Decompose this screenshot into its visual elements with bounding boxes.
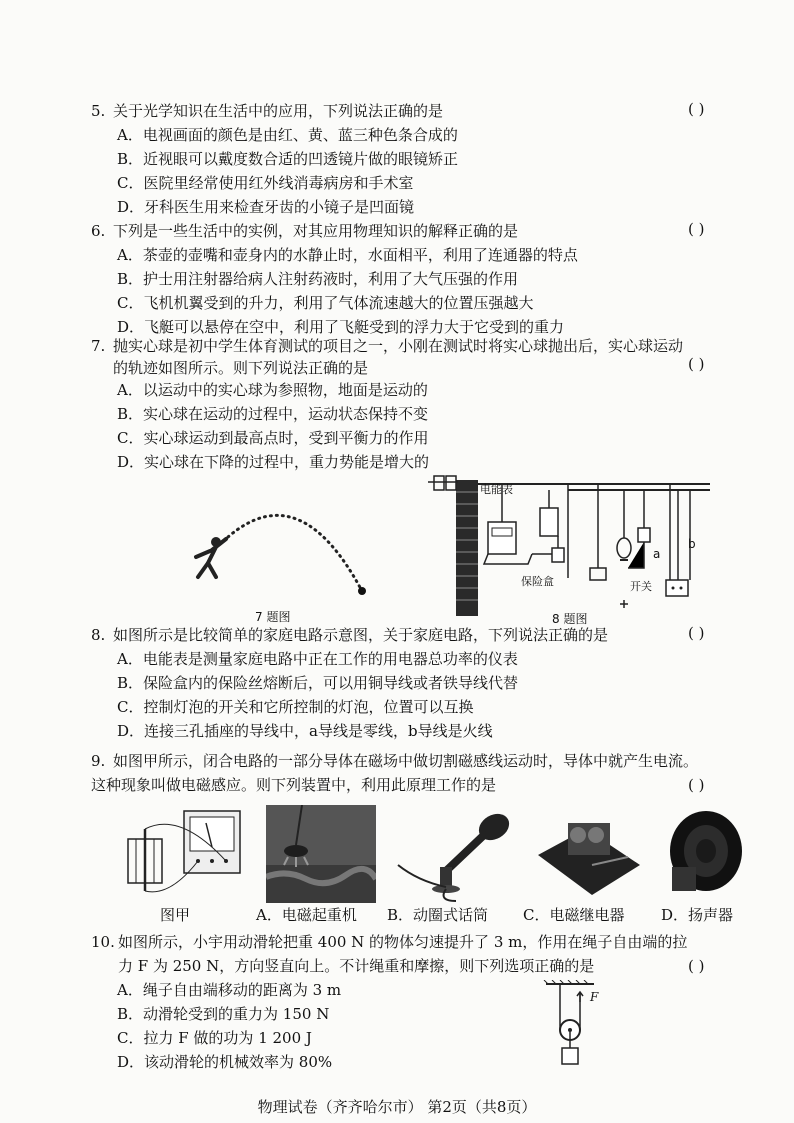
q10-option-b: B．动滑轮受到的重力为 150 N: [117, 1005, 330, 1023]
q8-option-b: B．保险盒内的保险丝熔断后，可以用铜导线或者铁导线代替: [117, 674, 519, 692]
q7-option-b: B．实心球在运动的过程中，运动状态保持不变: [117, 405, 429, 423]
q9-caption-jia: 图甲: [160, 906, 191, 924]
q9-caption-c: C．电磁继电器: [523, 906, 625, 924]
q5-stem: 关于光学知识在生活中的应用，下列说法正确的是: [113, 102, 444, 120]
q10-label-F: F: [590, 990, 599, 1004]
q9-photo-d-speaker: [654, 805, 746, 903]
q6-stem: 下列是一些生活中的实例，对其应用物理知识的解释正确的是: [113, 222, 519, 240]
q9-photo-b-microphone: [388, 805, 518, 903]
fig8-label-fusebox: 保险盒: [521, 575, 554, 588]
q7-option-a: A．以运动中的实心球为参照物，地面是运动的: [117, 381, 428, 399]
q9-caption-d: D．扬声器: [661, 906, 734, 924]
q5-option-a: A．电视画面的颜色是由红、黄、蓝三种色条合成的: [117, 126, 458, 144]
q10-stem-line2: 力 F 为 250 N，方向竖直向上。不计绳重和摩擦，则下列选项正确的是: [118, 957, 595, 975]
q7-option-d: D．实心球在下降的过程中，重力势能是增大的: [117, 453, 430, 471]
q7-stem-line1: 抛实心球是初中学生体育测试的项目之一，小刚在测试时将实心球抛出后，实心球运动: [113, 337, 684, 355]
page-footer: 物理试卷（齐齐哈尔市） 第2页（共8页）: [257, 1098, 537, 1116]
q10-option-d: D．该动滑轮的机械效率为 80%: [117, 1053, 333, 1071]
fig7-shot-put-trajectory: [170, 485, 380, 605]
q10-answer-paren: ( ): [688, 957, 705, 975]
q5-option-d: D．牙科医生用来检查牙齿的小镜子是凹面镜: [117, 198, 415, 216]
q5-option-c: C．医院里经常使用红外线消毒病房和手术室: [117, 174, 414, 192]
q9-number: 9.: [91, 752, 106, 770]
q9-caption-a: A．电磁起重机: [256, 906, 357, 924]
q10-number: 10.: [91, 933, 115, 951]
q8-stem: 如图所示是比较简单的家庭电路示意图，关于家庭电路，下列说法正确的是: [113, 626, 609, 644]
q10-option-a: A．绳子自由端移动的距离为 3 m: [117, 981, 342, 999]
fig8-household-circuit: [428, 468, 710, 616]
q5-number: 5.: [91, 102, 106, 120]
q9-fig-jia-generator: [120, 805, 250, 903]
q7-number: 7.: [91, 337, 106, 355]
q7-option-c: C．实心球运动到最高点时，受到平衡力的作用: [117, 429, 429, 447]
q8-number: 8.: [91, 626, 106, 644]
q6-option-b: B．护士用注射器给病人注射药液时，利用了大气压强的作用: [117, 270, 519, 288]
q9-photo-a-electromagnetic-crane: [266, 805, 376, 903]
q9-stem-line1: 如图甲所示，闭合电路的一部分导体在磁场中做切割磁感线运动时，导体中就产生电流。: [113, 752, 699, 770]
q6-option-d: D．飞艇可以悬停在空中，利用了飞艇受到的浮力大于它受到的重力: [117, 318, 565, 336]
q10-option-c: C．拉力 F 做的功为 1 200 J: [117, 1029, 312, 1047]
q10-stem-line1: 如图所示，小宇用动滑轮把重 400 N 的物体匀速提升了 3 m，作用在绳子自由端的拉: [118, 933, 688, 951]
q9-answer-paren: ( ): [688, 776, 705, 794]
fig8-caption: 8 题图: [552, 612, 588, 626]
q6-number: 6.: [91, 222, 106, 240]
q8-option-c: C．控制灯泡的开关和它所控制的灯泡，位置可以互换: [117, 698, 474, 716]
fig8-label-meter: 电能表: [480, 483, 513, 496]
q9-stem-line2: 这种现象叫做电磁感应。则下列装置中，利用此原理工作的是: [91, 776, 497, 794]
fig8-label-b: b: [688, 537, 696, 551]
q8-option-a: A．电能表是测量家庭电路中正在工作的用电器总功率的仪表: [117, 650, 518, 668]
fig8-label-switch: 开关: [630, 580, 652, 593]
q9-caption-b: B．动圈式话筒: [387, 906, 489, 924]
q6-answer-paren: ( ): [688, 220, 705, 238]
q9-photo-c-relay: [532, 805, 642, 903]
q5-option-b: B．近视眼可以戴度数合适的凹透镜片做的眼镜矫正: [117, 150, 459, 168]
fig8-label-a: a: [653, 547, 661, 561]
q7-stem-line2: 的轨迹如图所示。则下列说法正确的是: [113, 359, 369, 377]
q8-option-d: D．连接三孔插座的导线中，a导线是零线，b导线是火线: [117, 722, 493, 740]
fig7-caption: 7 题图: [255, 610, 291, 624]
q7-answer-paren: ( ): [688, 355, 705, 373]
q8-answer-paren: ( ): [688, 624, 705, 642]
q5-answer-paren: ( ): [688, 100, 705, 118]
q6-option-c: C．飞机机翼受到的升力，利用了气体流速越大的位置压强越大: [117, 294, 534, 312]
q6-option-a: A．茶壶的壶嘴和壶身内的水静止时，水面相平，利用了连通器的特点: [117, 246, 578, 264]
